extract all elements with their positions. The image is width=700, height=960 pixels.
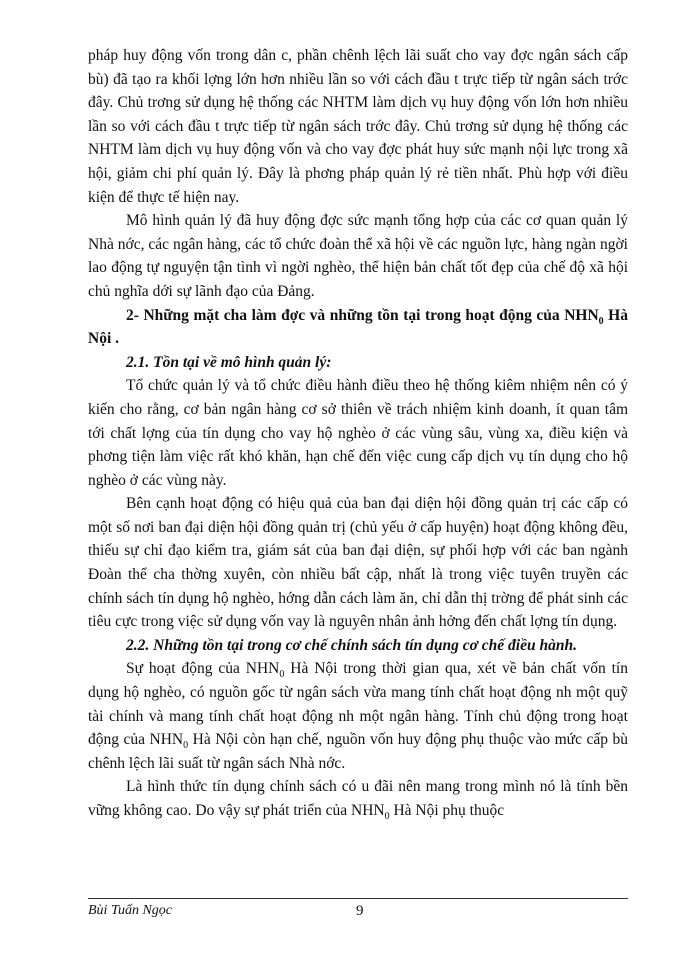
paragraph-4: Bên cạnh hoạt động có hiệu quả của ban đại diện hội đồng quản trị các cấp có một số nơi ban đại diện hội đồng quản trị (chủ yếu ở cấp huyện) hoạt động không đều, thiếu sự chỉ đạo kiểm tra, giám sát của ban đại diện, sự phối hợp với các ban ngành Đoàn thể cha thờng xuyên, còn nhiều bất cập, nhất là trong việc tuyên truyền các chính sách tín dụng hộ nghèo, hớng dẫn cách làm ăn, chỉ dẫn thị trờng để phát sinh các tiêu cực trong việc sử dụng vốn vay là nguyên nhân ảnh hởng đến chất lợng tín dụng. — [88, 495, 628, 631]
paragraph-5-text-a: Sự hoạt động của NHN — [126, 660, 280, 678]
subsection-heading-2-2: 2.2. Những tồn tại trong cơ chế chính sách tín dụng cơ chế điều hành. — [126, 636, 577, 654]
heading-text-end: Hà Nội . — [88, 306, 628, 348]
paragraph-1: pháp huy động vốn trong dân c, phần chênh lệch lãi suất cho vay đợc ngân sách cấp bù) đã tạo ra khối lợng lớn hơn nhiều lần so với cách đầu t trực tiếp từ ngân sách trớc đây. Chủ trơng sử dụng hệ thống các NHTM làm dịch vụ huy động vốn lớn hơn nhiều lần so với cách đầu t trực tiếp từ ngân sách trớc đây. Chủ trơng sử dụng hệ thống các NHTM làm dịch vụ huy động vốn và cho vay đợc phát huy sức mạnh nội lực trong xã hội, giảm chi phí quản lý. Đây là phơng pháp quản lý rẻ tiền nhất. Phù hợp với điều kiện để thực tế hiện nay. — [88, 47, 628, 206]
paragraph-5 — [88, 657, 628, 775]
paragraph-5-subscript-a: 0 — [279, 669, 285, 681]
page-number: 9 — [356, 903, 364, 919]
heading-subscript: 0 — [598, 315, 604, 327]
footer-divider — [88, 898, 628, 899]
subsection-heading-2-1: 2.1. Tồn tại về mô hình quản lý: — [126, 353, 332, 371]
paragraph-6-text-b: Hà Nội phụ thuộc — [389, 802, 505, 819]
paragraph-6-text-a: Là hình thức tín dụng chính sách có u đãi nên mang trong mình nó là tính bền vững không cao. Do vậy sự phát triển của NHN — [88, 778, 628, 819]
paragraph-6-subscript-a: 0 — [384, 811, 390, 823]
document-page — [88, 44, 628, 823]
paragraph-5-subscript-b: 0 — [183, 740, 189, 752]
paragraph-5-text-c: Hà Nội còn hạn chế, nguồn vốn huy động phụ thuộc vào mức cấp bù chênh lệch lãi suất từ ngân sách Nhà nớc. — [88, 731, 628, 772]
paragraph-2: Mô hình quản lý đã huy động đợc sức mạnh tổng hợp của các cơ quan quản lý Nhà nớc, các ngân hàng, các tổ chức đoàn thể xã hội về các nguồn lực, hàng ngàn ngời lao động tự nguyện tận tình vì ngời nghèo, thể hiện bản chất tốt đẹp của chế độ xã hội chủ nghĩa dới sự lãnh đạo của Đảng. — [88, 212, 628, 300]
paragraph-3: Tổ chức quản lý và tổ chức điều hành điều theo hệ thống kiêm nhiệm nên có ý kiến cho rằng, cơ bản ngân hàng cơ sở thiên về trách nhiệm kinh doanh, ít quan tâm tới chất lợng của tín dụng cho vay hộ nghèo ở các vùng sâu, vùng xa, điều kiện và phơng tiện làm việc rất khó khăn, hạn chế đến việc cung cấp dịch vụ tín dụng cho hộ nghèo ở các vùng này. — [88, 377, 628, 489]
paragraph-6 — [88, 775, 628, 822]
section-heading-2 — [88, 304, 628, 351]
footer-author: Bùi Tuấn Ngọc — [88, 903, 173, 918]
heading-text: 2- Những mặt cha làm đợc và những tồn tại trong hoạt động của NHN — [126, 306, 599, 324]
paragraph-5-text-b: Hà Nội trong thời gian qua, xét về bản chất vốn tín dụng hộ nghèo, có nguồn gốc từ ngân sách vừa mang tính chất hoạt động nh một quỹ tài chính và mang tính chất hoạt động nh một ngân hàng. Tính chủ động trong hoạt động của NHN — [88, 660, 628, 749]
page-footer — [88, 903, 628, 927]
